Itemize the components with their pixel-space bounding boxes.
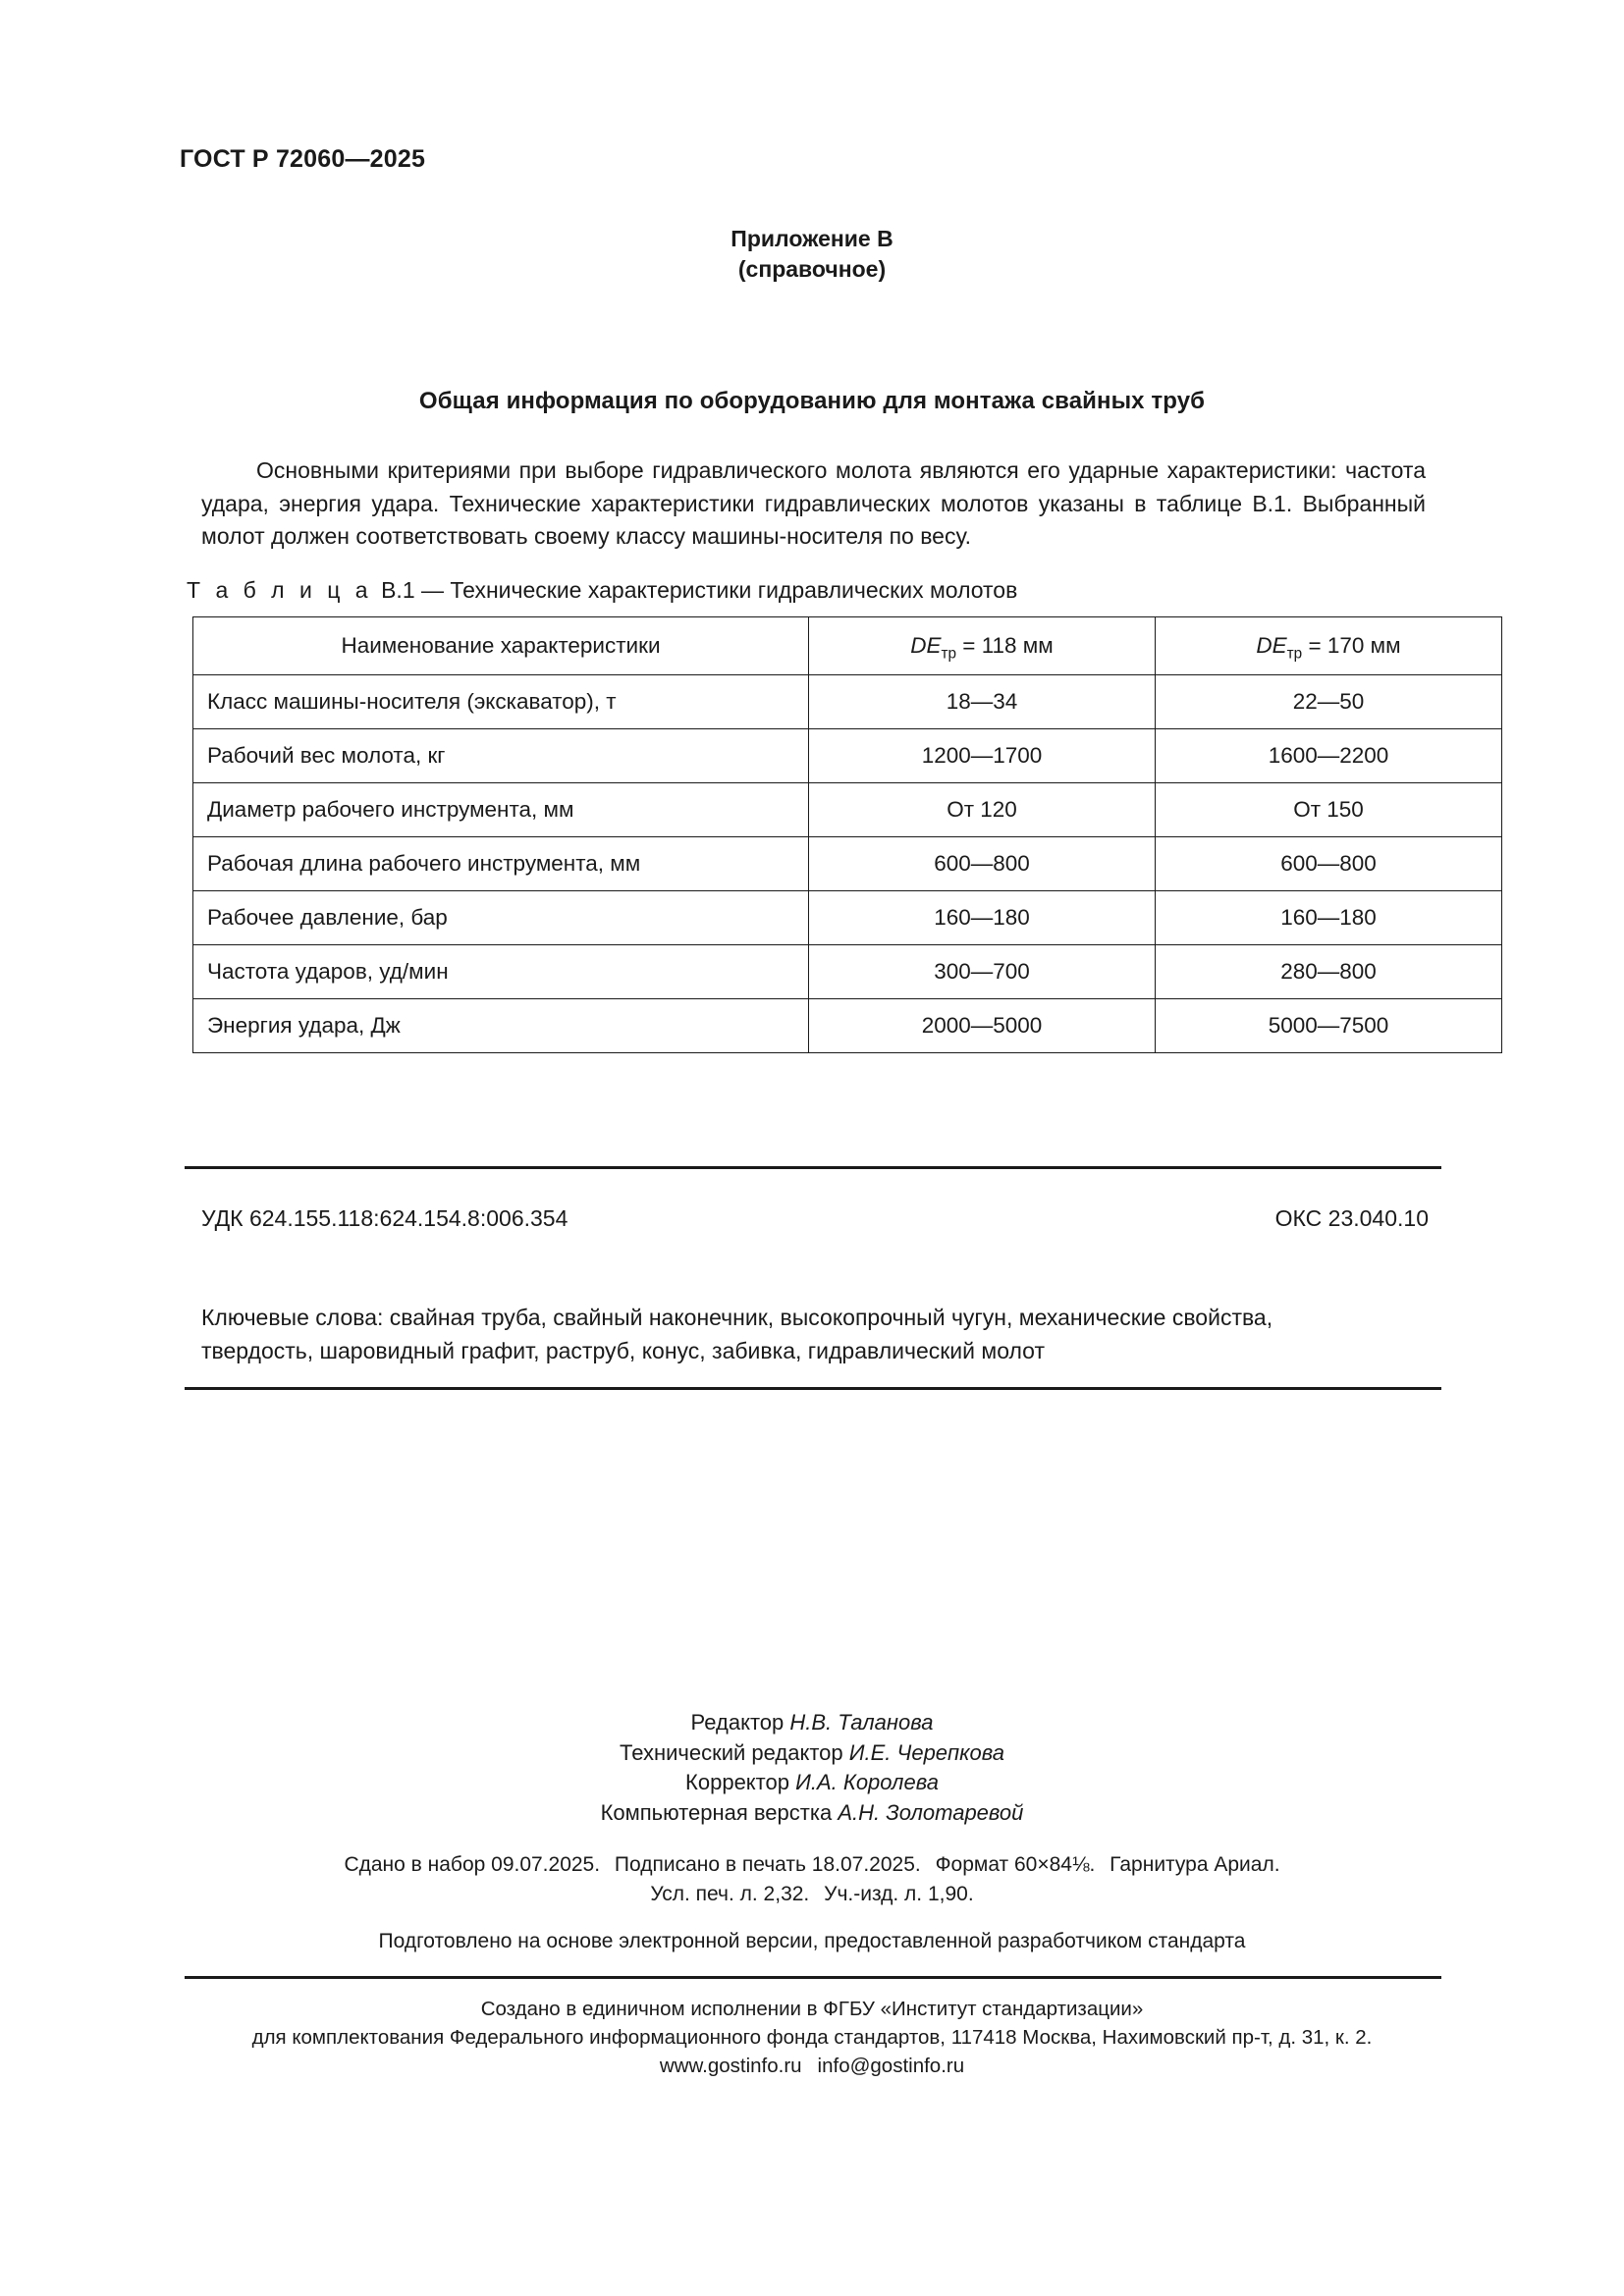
table-caption-number: В.1 <box>381 577 415 603</box>
appendix-heading <box>0 224 1624 285</box>
table-row <box>193 999 1502 1053</box>
appendix-title: Приложение В <box>731 226 893 251</box>
print-sheets: Усл. печ. л. 2,32. <box>650 1883 810 1905</box>
keywords-block <box>201 1302 1429 1367</box>
row-value-170: 280—800 <box>1156 945 1502 999</box>
row-name: Рабочее давление, бар <box>193 891 809 945</box>
table-row <box>193 945 1502 999</box>
table-caption-label: Т а б л и ц а <box>187 577 373 603</box>
divider-below-keywords <box>185 1387 1441 1390</box>
row-value-170: 160—180 <box>1156 891 1502 945</box>
table-header-row <box>193 617 1502 675</box>
row-value-170: 600—800 <box>1156 837 1502 891</box>
print-format: Формат 60×84⅛. <box>935 1853 1096 1876</box>
footer-line-1: Создано в единичном исполнении в ФГБУ «Институт стандартизации» <box>480 1998 1144 2020</box>
colophon-credits <box>0 1708 1624 1828</box>
row-value-118: 600—800 <box>809 837 1156 891</box>
publisher-footer <box>0 1995 1624 2080</box>
keywords-line-1 <box>201 1302 1429 1335</box>
print-info-line-1 <box>0 1850 1624 1880</box>
print-signed-date: Подписано в печать 18.07.2025. <box>614 1853 921 1876</box>
divider-above-footer <box>185 1976 1441 1979</box>
header-characteristic-name: Наименование характеристики <box>193 617 809 675</box>
header-de-170 <box>1156 617 1502 675</box>
hydraulic-hammer-specs-table <box>192 616 1502 1053</box>
row-value-118: От 120 <box>809 783 1156 837</box>
table-row <box>193 675 1502 729</box>
table-caption-dash: — <box>421 577 445 603</box>
credit-editor-label: Редактор <box>690 1710 785 1735</box>
row-name: Диаметр рабочего инструмента, мм <box>193 783 809 837</box>
print-info-line-2 <box>0 1880 1624 1909</box>
credit-layout <box>0 1798 1624 1829</box>
running-head: ГОСТ Р 72060—2025 <box>180 145 426 173</box>
credit-corrector <box>0 1768 1624 1798</box>
print-pub-sheets: Уч.-изд. л. 1,90. <box>824 1883 974 1905</box>
row-value-118: 160—180 <box>809 891 1156 945</box>
footer-contacts <box>0 2052 1624 2080</box>
row-value-118: 300—700 <box>809 945 1156 999</box>
row-value-170: 1600—2200 <box>1156 729 1502 783</box>
table-row <box>193 837 1502 891</box>
prepared-note: Подготовлено на основе электронной версии, предоставленной разработчиком стандарта <box>378 1930 1246 1952</box>
row-name: Рабочая длина рабочего инструмента, мм <box>193 837 809 891</box>
section-paragraph: Основными критериями при выборе гидравлического молота являются его ударные характеристики: частота удара, энергия удара. Технические характеристики гидравлических молотов указаны в таблице В.1. Выбранный молот должен соответствовать своему классу машины-носителя по весу. <box>201 457 1426 549</box>
section-title: Общая информация по оборудованию для монтажа свайных труб <box>418 388 1206 414</box>
credit-tech-editor-name: И.Е. Черепкова <box>848 1739 1004 1765</box>
keywords-text-2: твердость, шаровидный графит, раструб, конус, забивка, гидравлический молот <box>201 1337 1045 1363</box>
classification-row <box>201 1205 1429 1232</box>
credit-editor <box>0 1708 1624 1738</box>
row-value-118: 18—34 <box>809 675 1156 729</box>
header-de-170-value: = 170 мм <box>1308 633 1401 658</box>
row-name: Класс машины-носителя (экскаватор), т <box>193 675 809 729</box>
credit-corrector-name: И.А. Королева <box>795 1770 939 1794</box>
row-name: Частота ударов, уд/мин <box>193 945 809 999</box>
print-info-block <box>0 1850 1624 1909</box>
udk-code: УДК 624.155.118:624.154.8:006.354 <box>201 1205 568 1231</box>
keywords-label: Ключевые слова: <box>201 1305 384 1330</box>
header-de-118 <box>809 617 1156 675</box>
header-de-118-value: = 118 мм <box>962 633 1054 658</box>
footer-email[interactable]: info@gostinfo.ru <box>817 2055 965 2077</box>
credit-editor-name: Н.В. Таланова <box>789 1710 934 1735</box>
row-value-170: 5000—7500 <box>1156 999 1502 1053</box>
footer-line-2: для комплектования Федерального информационного фонда стандартов, 117418 Москва, Нахимовский пр-т, д. 31, к. 2. <box>251 2026 1373 2049</box>
header-de-170-subscript: тр <box>1286 645 1303 663</box>
row-value-170: От 150 <box>1156 783 1502 837</box>
credit-tech-editor-label: Технический редактор <box>620 1739 843 1765</box>
table-row <box>193 783 1502 837</box>
row-value-170: 22—50 <box>1156 675 1502 729</box>
credit-layout-name: А.Н. Золотаревой <box>838 1799 1024 1825</box>
table-caption-text: Технические характеристики гидравлических молотов <box>450 577 1018 603</box>
footer-website[interactable]: www.gostinfo.ru <box>659 2055 802 2077</box>
table-row <box>193 891 1502 945</box>
credit-corrector-label: Корректор <box>685 1770 789 1794</box>
credit-tech-editor <box>0 1738 1624 1769</box>
divider-above-udk <box>185 1166 1441 1169</box>
row-value-118: 1200—1700 <box>809 729 1156 783</box>
row-value-118: 2000—5000 <box>809 999 1156 1053</box>
oks-code: ОКС 23.040.10 <box>1274 1205 1429 1231</box>
row-name: Рабочий вес молота, кг <box>193 729 809 783</box>
appendix-subtitle: (справочное) <box>737 256 887 282</box>
header-de-118-subscript: тр <box>941 645 957 663</box>
header-de-118-symbol: DE <box>910 633 942 658</box>
credit-layout-label: Компьютерная верстка <box>600 1799 833 1825</box>
table-row <box>193 729 1502 783</box>
print-typeset-date: Сдано в набор 09.07.2025. <box>344 1853 601 1876</box>
row-name: Энергия удара, Дж <box>193 999 809 1053</box>
keywords-text-1: свайная труба, свайный наконечник, высокопрочный чугун, механические свойства, <box>389 1305 1273 1330</box>
print-typeface: Гарнитура Ариал. <box>1110 1853 1280 1876</box>
header-de-170-symbol: DE <box>1256 633 1287 658</box>
table-caption <box>187 577 1017 604</box>
